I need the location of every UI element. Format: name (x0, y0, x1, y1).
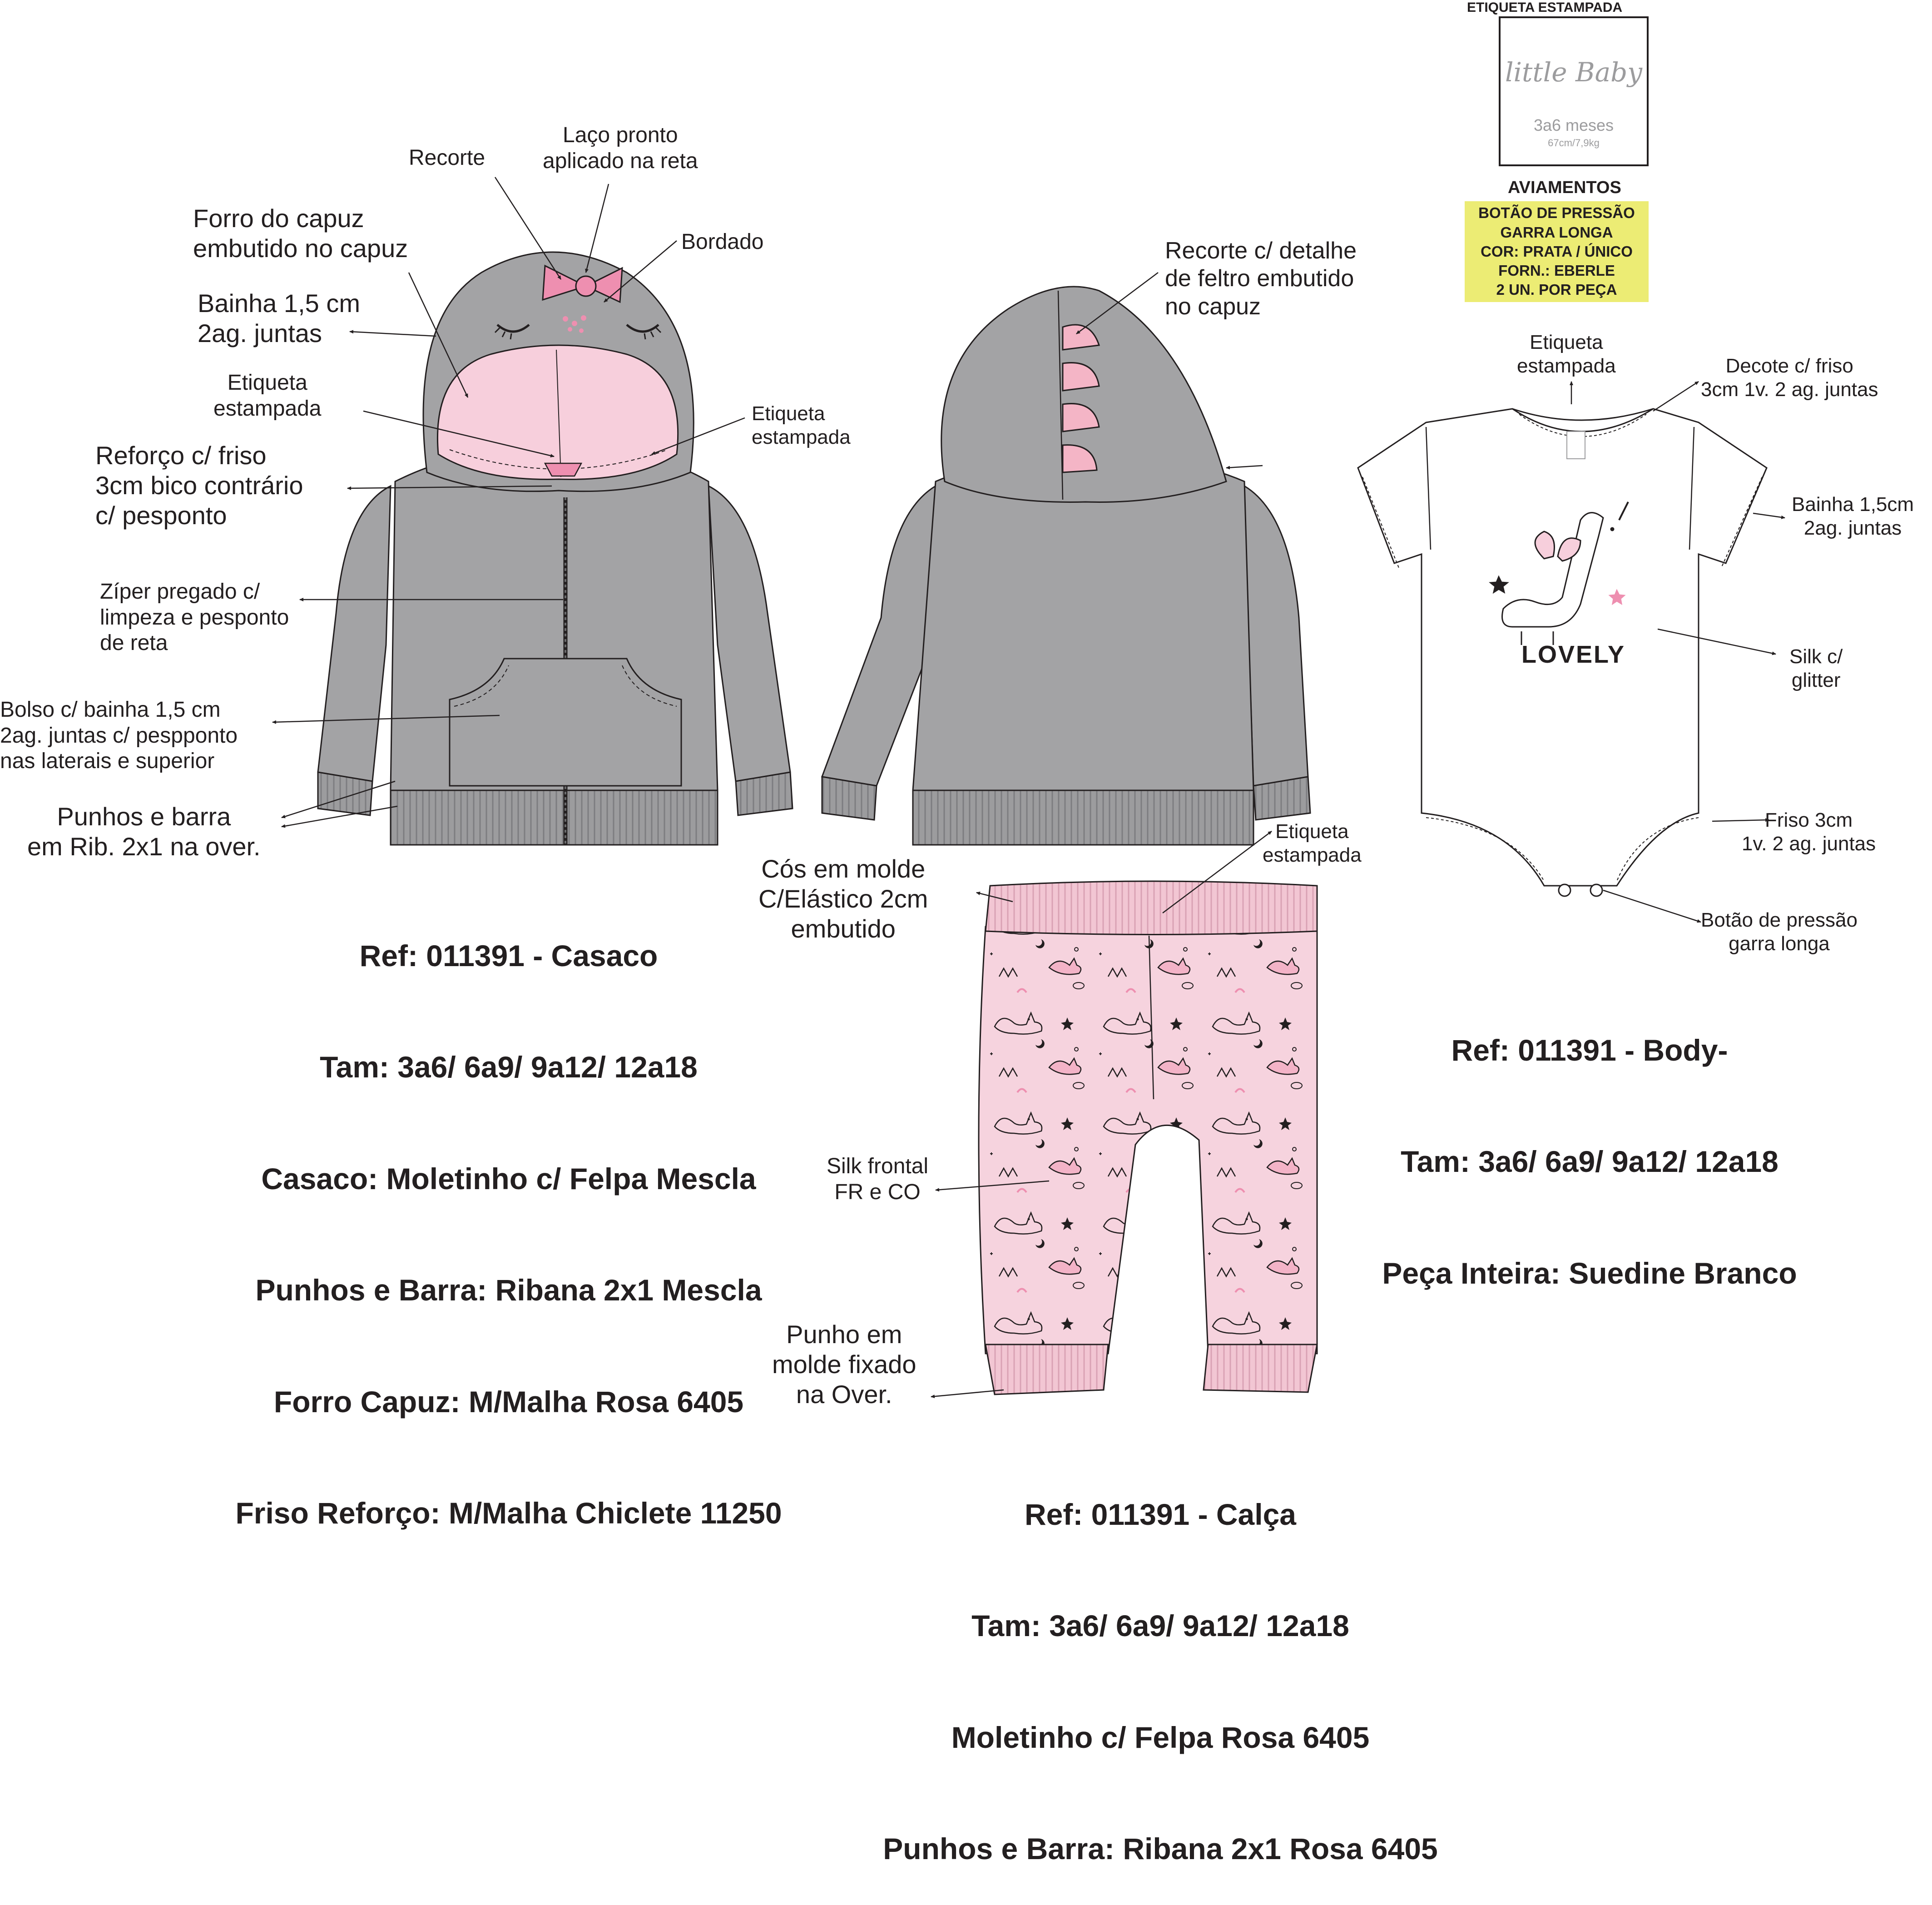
body-spec-line: Peça Inteira: Suedine Branco (1382, 1256, 1797, 1290)
label-bolso: Bolso c/ bainha 1,5 cm 2ag. juntas c/ pespponto nas laterais e superior (0, 698, 238, 774)
aviamentos-line: BOTÃO DE PRESSÃO (1478, 204, 1635, 222)
snap-button-right (1590, 884, 1602, 896)
hoodie-spec-line: Friso Reforço: M/Malha Chiclete 11250 (235, 1496, 782, 1530)
aviamentos-line: GARRA LONGA (1500, 223, 1613, 241)
label-recorte-back: Recorte c/ detalhe de feltro embutido no capuz (1165, 238, 1357, 320)
label-bainha: Bainha 1,5 cm 2ag. juntas (198, 289, 360, 348)
hoodie-front-right-sleeve (708, 486, 790, 781)
pants-spec-line: Tam: 3a6/ 6a9/ 9a12/ 12a18 (971, 1609, 1349, 1643)
label-tag-logo-text: little Baby (1505, 57, 1643, 88)
pants-spec-line: Moletinho c/ Felpa Rosa 6405 (951, 1720, 1370, 1754)
snap-button-left (1559, 884, 1570, 896)
aviamentos-title: AVIAMENTOS (1508, 178, 1621, 197)
hoodie-front-hood-lining (437, 345, 678, 479)
hoodie-spec (168, 863, 849, 1569)
hoodie-spec-line: Punhos e Barra: Ribana 2x1 Mescla (255, 1273, 762, 1307)
hoodie-spec-line: Tam: 3a6/ 6a9/ 9a12/ 12a18 (320, 1050, 698, 1084)
label-tag-title: ETIQUETA ESTAMPADA (1467, 0, 1623, 15)
hoodie-back-right-sleeve (1244, 486, 1308, 786)
aviamentos-line: FORN.: EBERLE (1498, 262, 1615, 279)
label-forro-capuz: Forro do capuz embutido no capuz (193, 204, 408, 263)
label-body-bainha: Bainha 1,5cm 2ag. juntas (1792, 493, 1914, 539)
body-spec (1317, 957, 1862, 1329)
label-laco: Laço pronto aplicado na reta (543, 123, 698, 173)
aviamentos-line: COR: PRATA / ÚNICO (1481, 243, 1633, 260)
pants-spec-line: Punhos e Barra: Ribana 2x1 Rosa 6405 (883, 1832, 1438, 1866)
label-body-botao: Botão de pressão garra longa (1701, 909, 1858, 955)
label-body-etiqueta: Etiqueta estampada (1517, 331, 1616, 377)
pants-left-cuff (986, 1344, 1108, 1394)
label-recorte: Recorte (409, 146, 485, 170)
hoodie-spec-line: Ref: 011391 - Casaco (359, 938, 658, 972)
label-body-silk: Silk c/ glitter (1789, 645, 1843, 691)
pants-body (979, 927, 1317, 1354)
label-tag-box (1499, 16, 1649, 166)
label-punhos: Punhos e barra em Rib. 2x1 na over. (27, 802, 261, 861)
hoodie-front-neck-reinforcement (545, 463, 581, 476)
pants-spec-line: Ref: 011391 - Calça (1024, 1497, 1297, 1531)
bodysuit-print-text: LOVELY (1521, 641, 1626, 668)
label-tag-measure: 67cm/7,9kg (1548, 137, 1600, 149)
label-pants-silk: Silk frontal FR e CO (827, 1154, 929, 1204)
label-etiqueta-left: Etiqueta estampada (213, 371, 322, 421)
hoodie-spec-line: Forro Capuz: M/Malha Rosa 6405 (273, 1384, 744, 1419)
hoodie-spec-line: Casaco: Moletinho c/ Felpa Mescla (261, 1161, 756, 1196)
pants-right-cuff (1204, 1344, 1317, 1392)
pants-waistband (986, 881, 1317, 935)
label-body-friso: Friso 3cm 1v. 2 ag. juntas (1742, 809, 1876, 855)
label-bordado: Bordado (681, 230, 764, 254)
pants-spec (808, 1422, 1512, 1905)
label-pants-etiqueta: Etiqueta estampada (1263, 820, 1362, 866)
body-spec-line: Ref: 011391 - Body- (1451, 1033, 1728, 1067)
label-pants-punho: Punho em molde fixado na Over. (772, 1320, 916, 1409)
hoodie-back-waistband (913, 790, 1253, 845)
body-spec-line: Tam: 3a6/ 6a9/ 9a12/ 12a18 (1401, 1145, 1778, 1179)
label-tag-size: 3a6 meses (1533, 116, 1614, 134)
label-etiqueta-right: Etiqueta estampada (752, 402, 851, 448)
label-reforco: Reforço c/ friso 3cm bico contrário c/ pesponto (95, 441, 303, 530)
label-body-decote: Decote c/ friso 3cm 1v. 2 ag. juntas (1701, 355, 1878, 401)
pants (979, 881, 1317, 1394)
aviamentos-line: 2 UN. POR PEÇA (1496, 281, 1617, 298)
label-pants-cos: Cós em molde C/Elástico 2cm embutido (758, 854, 928, 943)
hoodie-back-body (913, 454, 1253, 790)
hoodie-back (822, 287, 1310, 845)
hoodie-front (318, 252, 793, 845)
hoodie-front-left-sleeve (318, 486, 391, 781)
label-ziper: Zíper pregado c/ limpeza e pesponto de reta (100, 580, 289, 655)
hoodie-front-waistband (391, 790, 718, 845)
aviamentos-box (1465, 201, 1649, 302)
